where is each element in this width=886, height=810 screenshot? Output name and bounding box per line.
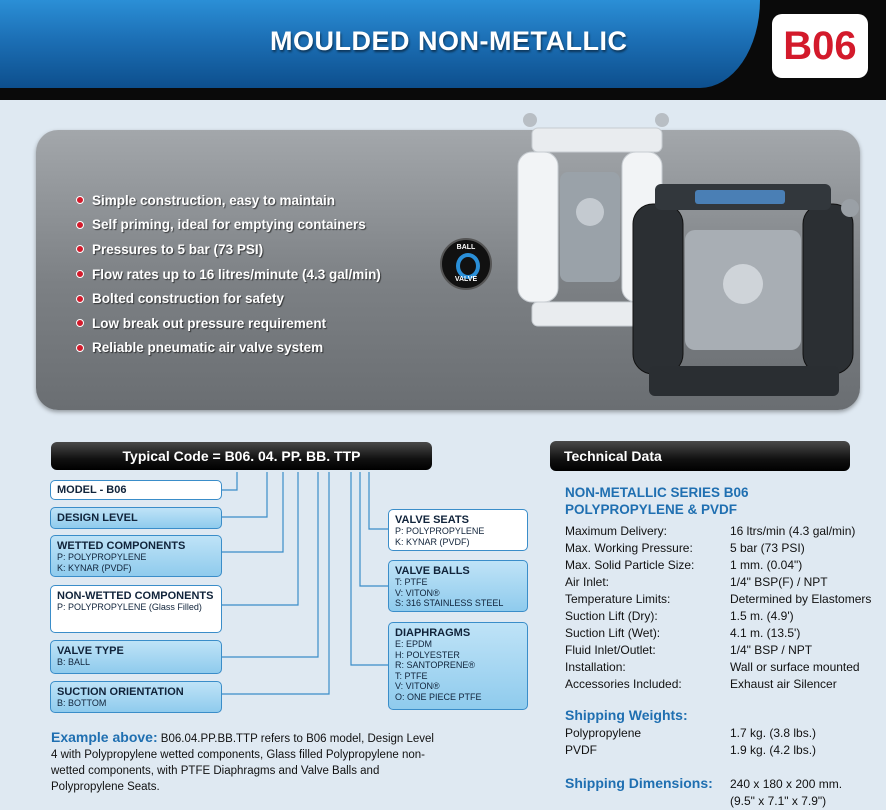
- code-box-design-level: DESIGN LEVEL: [50, 507, 222, 529]
- feature-item: Pressures to 5 bar (73 PSI): [76, 237, 381, 262]
- example-text: B06.04.PP.BB.TTP refers to B06 model, Design Level 4 with Polypropylene wetted components, Glass filled Polypropylene non-wetted components, with PTFE Diaphragms and Valve Balls and Polypropylene Seats.: [51, 733, 434, 793]
- code-box-suction: SUCTION ORIENTATION B: BOTTOM: [50, 681, 222, 713]
- feature-item: Low break out pressure requirement: [76, 311, 381, 336]
- shipping-weights-heading: Shipping Weights:: [565, 707, 688, 723]
- code-box-valve-seats: VALVE SEATS P: POLYPROPYLENE K: KYNAR (PVDF): [388, 509, 528, 551]
- feature-item: Flow rates up to 16 litres/minute (4.3 gal/min): [76, 262, 381, 287]
- model-code-badge: B06: [772, 14, 868, 78]
- typical-code-bar: Typical Code = B06. 04. PP. BB. TTP: [51, 442, 432, 470]
- feature-item: Reliable pneumatic air valve system: [76, 336, 381, 361]
- series-heading: NON-METALLIC SERIES B06 POLYPROPYLENE & PVDF: [565, 485, 749, 517]
- example-paragraph: [51, 729, 441, 795]
- code-box-valve-type: VALVE TYPE B: BALL: [50, 640, 222, 674]
- code-box-diaphragms: DIAPHRAGMS E: EPDM H: POLYESTER R: SANTOPRENE® T: PTFE V: VITON® O: ONE PIECE PTFE: [388, 622, 528, 710]
- ball-valve-badge-icon: BALL VALVE: [440, 238, 492, 290]
- feature-item: Simple construction, easy to maintain: [76, 188, 381, 213]
- example-label: Example above:: [51, 729, 158, 745]
- shipping-dimensions-heading: Shipping Dimensions:: [565, 775, 713, 791]
- code-box-valve-balls: VALVE BALLS T: PTFE V: VITON® S: 316 STAINLESS STEEL: [388, 560, 528, 612]
- technical-data-bar: Technical Data: [550, 441, 850, 471]
- code-box-non-wetted: NON-WETTED COMPONENTS P: POLYPROPYLENE (Glass Filled): [50, 585, 222, 633]
- code-box-model: MODEL - B06: [50, 480, 222, 500]
- page-title: MOULDED NON-METALLIC: [270, 26, 628, 56]
- code-box-wetted: WETTED COMPONENTS P: POLYPROPYLENE K: KYNAR (PVDF): [50, 535, 222, 577]
- feature-item: Self priming, ideal for emptying containers: [76, 213, 381, 238]
- feature-item: Bolted construction for safety: [76, 286, 381, 311]
